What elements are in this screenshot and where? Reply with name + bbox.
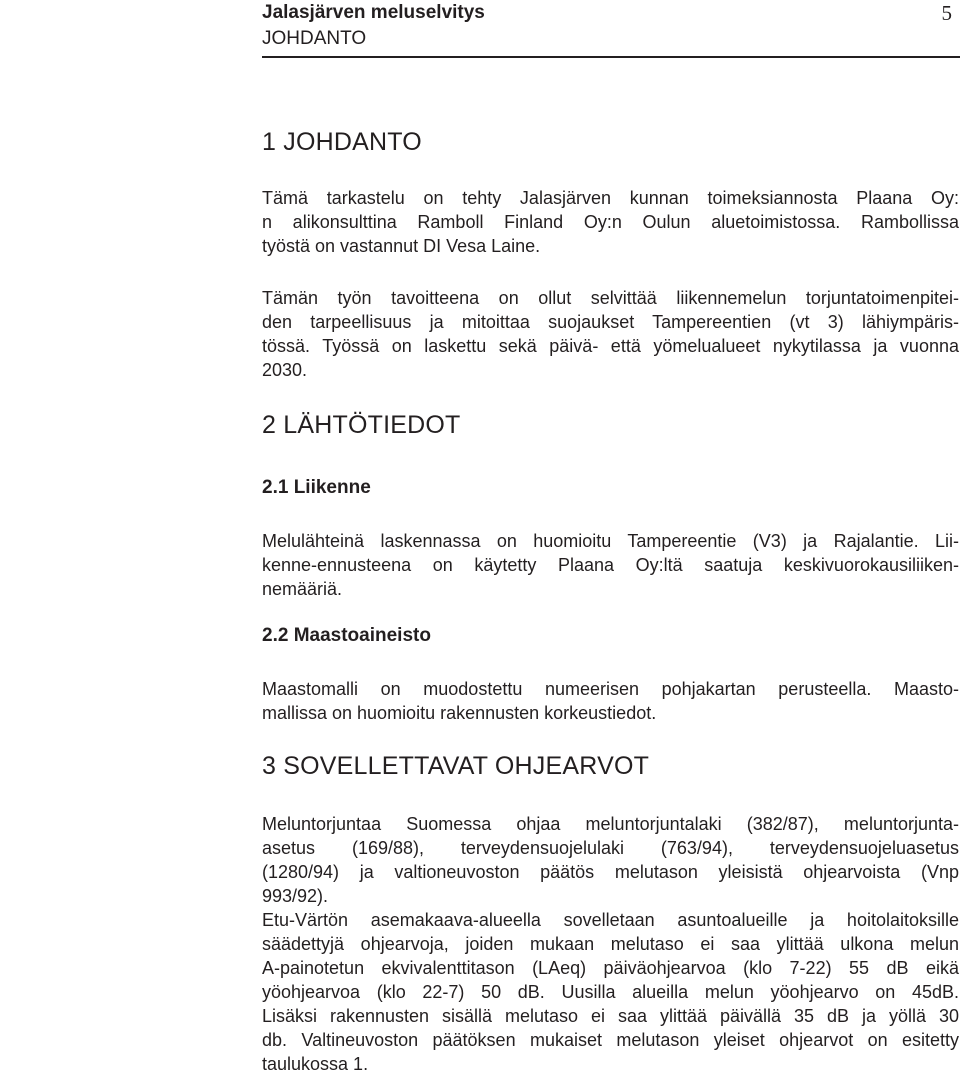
text-line: 2030. <box>262 360 308 380</box>
paragraph-johdanto-1 <box>262 186 959 258</box>
text-line: Etu-Värtön asemakaava-alueella sovelletaan asuntoalueille ja hoitolaitoksille <box>262 910 959 930</box>
text-line: Tämä tarkastelu on tehty Jalasjärven kunnan toimeksiannosta Plaana Oy: <box>262 188 959 208</box>
paragraph-johdanto-2 <box>262 286 959 382</box>
page-number: 5 <box>941 1 952 25</box>
text-line: db. Valtineuvoston päätöksen mukaiset melutason yleiset ohjearvot on esitetty <box>262 1030 959 1050</box>
text-line: n alikonsulttina Ramboll Finland Oy:n Oulun aluetoimistossa. Rambollissa <box>262 212 959 232</box>
text-line: 993/92). <box>262 886 329 906</box>
text-line: (1280/94) ja valtioneuvoston päätös melutason yleisistä ohjearvoista (Vnp <box>262 862 959 882</box>
paragraph-liikenne <box>262 529 959 601</box>
text-line: kenne-ennusteena on käytetty Plaana Oy:ltä saatuja keskivuorokausiliiken- <box>262 555 959 575</box>
running-section-name: JOHDANTO <box>262 28 367 49</box>
running-header <box>262 0 485 52</box>
heading-maastoaineisto: 2.2 Maastoaineisto <box>262 625 431 646</box>
document-title: Jalasjärven meluselvitys <box>262 2 485 23</box>
text-line: Tämän työn tavoitteena on ollut selvittää liikennemelun torjuntatoimenpitei- <box>262 288 959 308</box>
text-line: A-painotetun ekvivalenttitason (LAeq) päiväohjearvoa (klo 7-22) 55 dB eikä <box>262 958 959 978</box>
text-line: tössä. Työssä on laskettu sekä päivä- että yömelualueet nykytilassa ja vuonna <box>262 336 959 356</box>
heading-liikenne: 2.1 Liikenne <box>262 477 371 498</box>
paragraph-ohjearvot-1 <box>262 812 959 908</box>
text-line: asetus (169/88), terveydensuojelulaki (763/94), terveydensuojeluasetus <box>262 838 959 858</box>
paragraph-maastoaineisto <box>262 677 959 725</box>
text-line: Melulähteinä laskennassa on huomioitu Tampereentie (V3) ja Rajalantie. Lii- <box>262 531 959 551</box>
text-line: Meluntorjuntaa Suomessa ohjaa meluntorjuntalaki (382/87), meluntorjunta- <box>262 814 959 834</box>
heading-lahtotiedot: 2 LÄHTÖTIEDOT <box>262 411 461 439</box>
text-line: mallissa on huomioitu rakennusten korkeustiedot. <box>262 703 657 723</box>
text-line: nemääriä. <box>262 579 343 599</box>
header-divider <box>262 56 960 58</box>
text-line: taulukossa 1. <box>262 1054 369 1074</box>
paragraph-ohjearvot-2 <box>262 908 959 1076</box>
heading-ohjearvot: 3 SOVELLETTAVAT OHJEARVOT <box>262 752 650 780</box>
text-line: den tarpeellisuus ja mitoittaa suojaukset Tampereentien (vt 3) lähiympäris- <box>262 312 959 332</box>
text-line: Lisäksi rakennusten sisällä melutaso ei saa ylittää päivällä 35 dB ja yöllä 30 <box>262 1006 959 1026</box>
text-line: Maastomalli on muodostettu numeerisen pohjakartan perusteella. Maasto- <box>262 679 959 699</box>
text-line: säädettyjä ohjearvoja, joiden mukaan melutaso ei saa ylittää ulkona melun <box>262 934 959 954</box>
heading-johdanto: 1 JOHDANTO <box>262 128 422 156</box>
text-line: yöohjearvoa (klo 22-7) 50 dB. Uusilla alueilla melun yöohjearvo on 45dB. <box>262 982 959 1002</box>
text-line: työstä on vastannut DI Vesa Laine. <box>262 236 541 256</box>
